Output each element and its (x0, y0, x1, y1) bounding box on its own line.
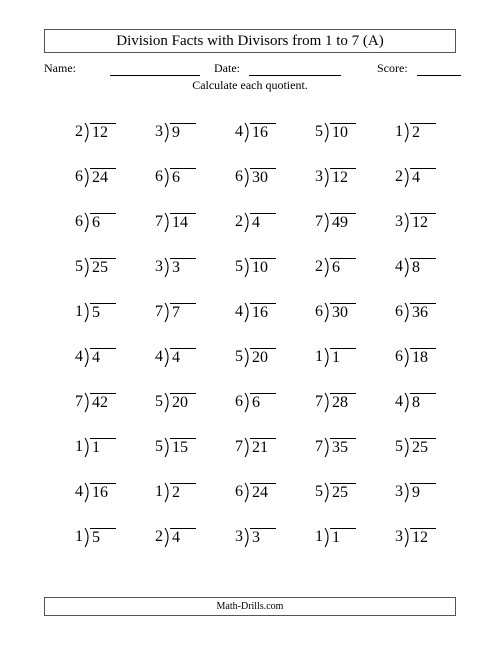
date-label: Date: (214, 61, 240, 75)
dividend: 2 (170, 483, 196, 502)
score-field (377, 61, 461, 76)
division-problem (210, 255, 290, 279)
division-problem (370, 165, 450, 189)
divisor: 7 (315, 213, 323, 230)
dividend: 6 (170, 168, 196, 187)
divisor: 6 (395, 348, 403, 365)
dividend: 30 (330, 303, 356, 322)
divisor: 6 (75, 168, 83, 185)
divisor: 6 (235, 393, 243, 410)
divisor: 3 (395, 483, 403, 500)
division-problem (130, 300, 210, 324)
division-problem (130, 255, 210, 279)
dividend: 9 (170, 123, 196, 142)
score-line (417, 63, 461, 76)
instructions: Calculate each quotient. (192, 78, 308, 92)
dividend: 3 (170, 258, 196, 277)
division-problem (370, 210, 450, 234)
divisor: 6 (315, 303, 323, 320)
dividend: 24 (250, 483, 276, 502)
division-problem (130, 480, 210, 504)
problem-grid (50, 120, 450, 570)
dividend: 12 (90, 123, 116, 142)
divisor: 7 (315, 393, 323, 410)
divisor: 7 (155, 303, 163, 320)
dividend: 25 (410, 438, 436, 457)
divisor: 5 (235, 348, 243, 365)
divisor: 5 (75, 258, 83, 275)
division-problem (130, 210, 210, 234)
dividend: 28 (330, 393, 356, 412)
division-problem (130, 435, 210, 459)
dividend: 16 (250, 123, 276, 142)
divisor: 6 (395, 303, 403, 320)
division-problem (370, 345, 450, 369)
dividend: 3 (250, 528, 276, 547)
divisor: 4 (395, 393, 403, 410)
dividend: 25 (330, 483, 356, 502)
name-field (44, 61, 200, 76)
divisor: 4 (235, 123, 243, 140)
division-problem (370, 480, 450, 504)
divisor: 2 (235, 213, 243, 230)
division-problem (210, 345, 290, 369)
division-problem (290, 120, 370, 144)
division-problem (210, 210, 290, 234)
dividend: 4 (410, 168, 436, 187)
dividend: 20 (170, 393, 196, 412)
division-problem (210, 165, 290, 189)
divisor: 7 (155, 213, 163, 230)
dividend: 30 (250, 168, 276, 187)
divisor: 4 (155, 348, 163, 365)
dividend: 35 (330, 438, 356, 457)
division-problem (50, 480, 130, 504)
dividend: 12 (330, 168, 356, 187)
score-label: Score: (377, 61, 408, 75)
division-problem (290, 480, 370, 504)
division-problem (210, 120, 290, 144)
name-label: Name: (44, 61, 76, 75)
dividend: 25 (90, 258, 116, 277)
divisor: 5 (315, 483, 323, 500)
footer (44, 597, 456, 616)
divisor: 1 (75, 438, 83, 455)
division-problem (290, 165, 370, 189)
division-problem (210, 435, 290, 459)
division-problem (370, 255, 450, 279)
dividend: 24 (90, 168, 116, 187)
division-problem (130, 165, 210, 189)
worksheet-title (44, 29, 456, 53)
divisor: 3 (395, 528, 403, 545)
division-problem (50, 255, 130, 279)
dividend: 14 (170, 213, 196, 232)
division-problem (50, 345, 130, 369)
name-line (110, 63, 200, 76)
divisor: 5 (155, 438, 163, 455)
dividend: 12 (410, 528, 436, 547)
dividend: 15 (170, 438, 196, 457)
dividend: 4 (170, 528, 196, 547)
dividend: 2 (410, 123, 436, 142)
dividend: 6 (90, 213, 116, 232)
dividend: 1 (90, 438, 116, 457)
divisor: 3 (315, 168, 323, 185)
dividend: 36 (410, 303, 436, 322)
divisor: 3 (235, 528, 243, 545)
dividend: 42 (90, 393, 116, 412)
divisor: 7 (235, 438, 243, 455)
divisor: 5 (235, 258, 243, 275)
division-problem (290, 435, 370, 459)
dividend: 12 (410, 213, 436, 232)
division-problem (210, 525, 290, 549)
divisor: 3 (155, 258, 163, 275)
dividend: 8 (410, 393, 436, 412)
division-problem (290, 210, 370, 234)
divisor: 4 (75, 483, 83, 500)
division-problem (50, 120, 130, 144)
divisor: 1 (395, 123, 403, 140)
dividend: 20 (250, 348, 276, 367)
divisor: 1 (75, 303, 83, 320)
division-problem (370, 300, 450, 324)
divisor: 1 (315, 348, 323, 365)
division-problem (130, 390, 210, 414)
dividend: 21 (250, 438, 276, 457)
dividend: 16 (90, 483, 116, 502)
dividend: 10 (250, 258, 276, 277)
dividend: 49 (330, 213, 356, 232)
division-problem (370, 435, 450, 459)
dividend: 16 (250, 303, 276, 322)
dividend: 6 (250, 393, 276, 412)
dividend: 4 (250, 213, 276, 232)
division-problem (50, 300, 130, 324)
division-problem (290, 255, 370, 279)
division-problem (290, 345, 370, 369)
division-problem (50, 165, 130, 189)
divisor: 4 (235, 303, 243, 320)
divisor: 6 (235, 168, 243, 185)
divisor: 5 (315, 123, 323, 140)
division-problem (370, 120, 450, 144)
divisor: 5 (155, 393, 163, 410)
divisor: 1 (315, 528, 323, 545)
division-problem (50, 435, 130, 459)
division-problem (50, 390, 130, 414)
divisor: 7 (75, 393, 83, 410)
divisor: 3 (395, 213, 403, 230)
divisor: 2 (315, 258, 323, 275)
divisor: 2 (155, 528, 163, 545)
divisor: 5 (395, 438, 403, 455)
dividend: 5 (90, 528, 116, 547)
date-line (249, 63, 341, 76)
divisor: 4 (75, 348, 83, 365)
divisor: 7 (315, 438, 323, 455)
division-problem (130, 120, 210, 144)
division-problem (290, 525, 370, 549)
division-problem (210, 300, 290, 324)
dividend: 7 (170, 303, 196, 322)
division-problem (130, 345, 210, 369)
division-problem (50, 210, 130, 234)
division-problem (370, 525, 450, 549)
divisor: 3 (155, 123, 163, 140)
divisor: 4 (395, 258, 403, 275)
worksheet-title-text: Division Facts with Divisors from 1 to 7 (A) (116, 32, 384, 49)
dividend: 4 (90, 348, 116, 367)
division-problem (370, 390, 450, 414)
divisor: 6 (235, 483, 243, 500)
student-info-row (44, 61, 456, 77)
divisor: 1 (75, 528, 83, 545)
dividend: 18 (410, 348, 436, 367)
date-field (214, 61, 341, 76)
footer-text: Math-Drills.com (216, 601, 284, 612)
dividend: 8 (410, 258, 436, 277)
division-problem (290, 390, 370, 414)
division-problem (290, 300, 370, 324)
dividend: 1 (330, 528, 356, 547)
dividend: 1 (330, 348, 356, 367)
dividend: 4 (170, 348, 196, 367)
dividend: 9 (410, 483, 436, 502)
division-problem (130, 525, 210, 549)
divisor: 1 (155, 483, 163, 500)
division-problem (210, 480, 290, 504)
dividend: 10 (330, 123, 356, 142)
division-problem (210, 390, 290, 414)
divisor: 6 (155, 168, 163, 185)
divisor: 2 (75, 123, 83, 140)
dividend: 6 (330, 258, 356, 277)
divisor: 2 (395, 168, 403, 185)
divisor: 6 (75, 213, 83, 230)
dividend: 5 (90, 303, 116, 322)
division-problem (50, 525, 130, 549)
